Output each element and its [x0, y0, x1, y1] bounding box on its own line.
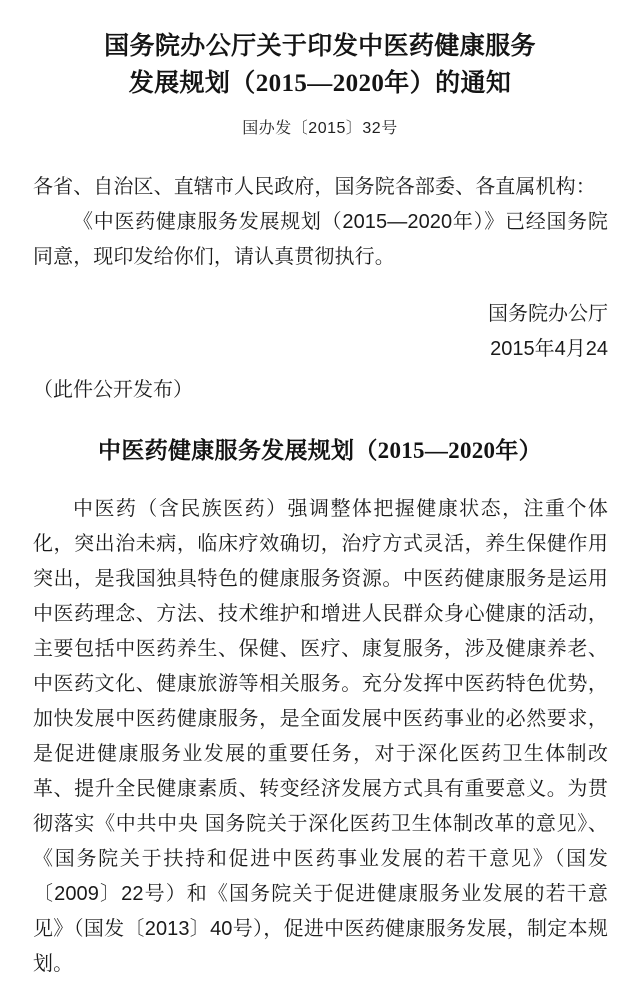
- document-title-line-1: 国务院办公厅关于印发中医药健康服务: [104, 33, 536, 60]
- preamble-paragraph: 中医药（含民族医药）强调整体把握健康状态，注重个体化，突出治未病，临床疗效确切，治疗方式灵活，养生保健作用突出，是我国独具特色的健康服务资源。中医药健康服务是运用中医药理念、方法、技术维护和增进人民群众身心健康的活动，主要包括中医药养生、保健、医疗、康复服务，涉及健康养老、中医药文化、健康旅游等相关服务。充分发挥中医药特色优势，加快发展中医药健康服务，是全面发展中医药事业的必然要求，是促进健康服务业发展的重要任务，对于深化医药卫生体制改革、提升全民健康素质、转变经济发展方式具有重要意义。为贯彻落实《中共中央 国务院关于深化医药卫生体制改革的意见》、《国务院关于扶持和促进中医药事业发展的若干意见》（国发〔2009〕22号）和《国务院关于促进健康服务业发展的若干意见》（国发〔2013〕40号），促进中医药健康服务发展，制定本规划。: [33, 498, 608, 975]
- signature-block: [0, 297, 640, 367]
- release-note: （此件公开发布）: [33, 379, 193, 401]
- salutation: 各省、自治区、直辖市人民政府，国务院各部委、各直属机构：: [33, 176, 596, 198]
- issue-date: 2015年4月24: [490, 338, 608, 360]
- document-title-line-2: 发展规划（2015—2020年）的通知: [128, 70, 512, 97]
- transmittal-paragraph: 《中医药健康服务发展规划（2015—2020年）》已经国务院同意，现印发给你们，请认真贯彻执行。: [33, 211, 608, 268]
- section-heading: 中医药健康服务发展规划（2015—2020年）: [98, 438, 542, 463]
- document-title: [0, 0, 640, 102]
- issuing-authority: 国务院办公厅: [488, 303, 608, 325]
- document-number: 国办发〔2015〕32号: [242, 120, 398, 137]
